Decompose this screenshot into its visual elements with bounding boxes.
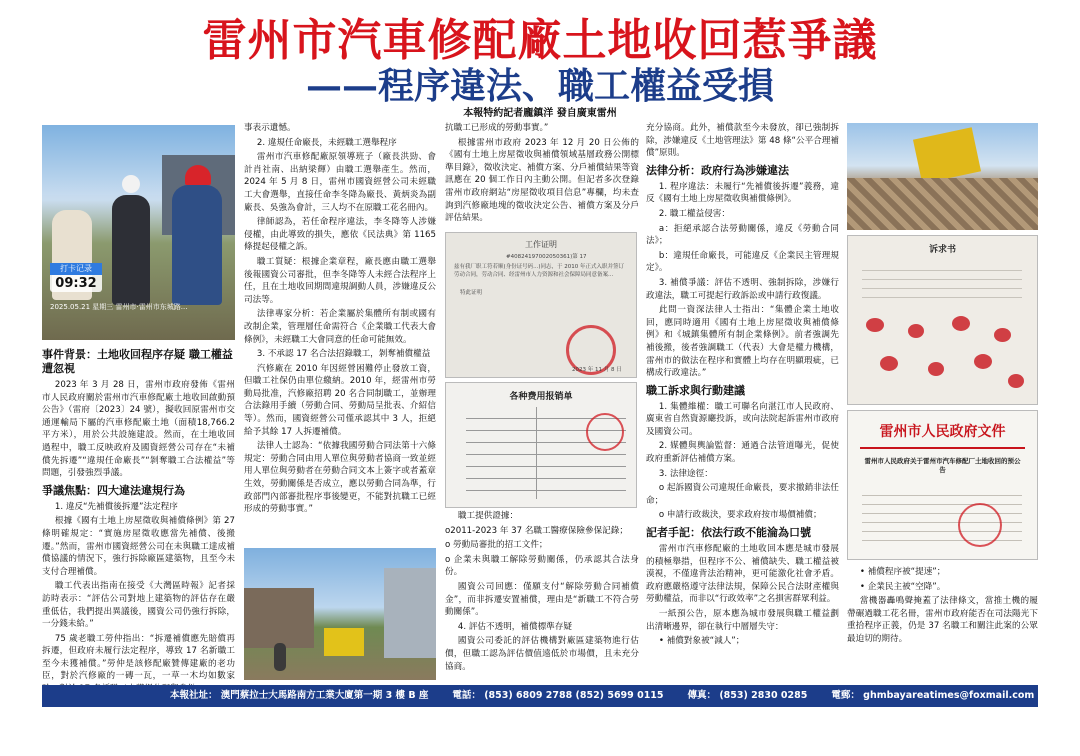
footer-email[interactable]: 電郵： ghmbayareatimes@foxmail.com xyxy=(831,690,1035,701)
paragraph: 職工提供證據： xyxy=(457,511,519,521)
document-work-certificate xyxy=(445,232,637,378)
column-4 xyxy=(646,122,839,682)
paragraph: o 申請行政裁決，要求政府按市場價補償； xyxy=(658,510,822,521)
list-item: o 企業未與職工解除勞動關係，仍承認其合法身份。 xyxy=(445,554,639,578)
paragraph: 法律專家分析：若企業屬於集體所有制或國有改制企業，管理層任命需符合《企業職工代表大會條例》，未經職工大會同意的任命可能無效。 xyxy=(244,309,436,345)
section-heading-legal-analysis: 法律分析：政府行為涉嫌違法 xyxy=(646,163,789,177)
paragraph: 1. 集體維權：職工可聯名向湛江市人民政府、廣東省自然資源廳投訴，或向法院起訴雷州市政府及國資公司。 xyxy=(646,401,839,437)
red-fingerprints xyxy=(858,310,1028,400)
photo-site-construction xyxy=(244,548,436,680)
section-heading-demands: 職工訴求與行動建議 xyxy=(646,383,745,397)
paragraph: 法律人士認為：“依據我國勞動合同法第十六條規定：勞動合同由用人單位與勞動者協商一致並經用人單位與勞動者在勞動合同文本上簽字或者蓋章生效，勞動關係是否成立，應以勞動合同為準，行政部門內部審批程序事後變更，不能對抗職工已經形成的勞動事實。” xyxy=(244,441,436,515)
paragraph: 2. 職工權益侵害： xyxy=(658,208,730,219)
red-seal-stamp xyxy=(586,413,624,451)
doc-date: 2023 年 11 月 8 日 xyxy=(572,367,622,373)
headline: 雷州市汽車修配廠土地收回惹爭議 xyxy=(202,15,878,66)
paragraph: 當機器轟鳴聲掩蓋了法律條文，當推土機的履帶碾過職工花名冊，雷州市政府能否在司法陽光下重拾程序正義，仍是 37 名職工和關注此案的公眾最迫切的期待。 xyxy=(847,596,1038,644)
paragraph: 2023 年 3 月 28 日，雷州市政府發佈《雷州市人民政府關於雷州市汽車修配廠土地收回啟動預公告》（雷府〔2023〕24 號），擬收回原雷州市交通運輸局下屬的汽車修配廠土地（面積18,766.2 平方米），用於公共設施建設。然而，在土地收回過程中，職工反映政府及國資經營公司存在“未補償先拆遷”“違規任命廠長”“剝奪職工合法權益”等問題，引發強烈爭議。 xyxy=(42,380,235,479)
paragraph: 根據雷州市政府 2023 年 12 月 20 日公佈的《國有土地上房屋徵收與補償領域基層政務公開標準目錄》，徵收決定、補償方案、分戶補償結果等資訊應在 20 個工作日內主動公開。但記者多次登錄雷州市政府網站“房屋徵收項目信息”專欄，均未查詢到汽修廠地塊的徵收決定公告、補償方案及分戶評估結果。 xyxy=(445,137,639,224)
paragraph: 根據《國有土地上房屋徵收與補償條例》第 27 條明確規定：“實施房屋徵收應當先補償、後搬遷。”然而，雷州市國資經營公司在未與職工達成補償協議的情況下，強行拆除廠區建築物，且至今未支付合理補償。 xyxy=(42,516,235,577)
footer-contact-bar xyxy=(42,685,1038,707)
paragraph: • 補償程序被“提速”； xyxy=(859,567,946,577)
column-2 xyxy=(244,122,436,547)
badge-label: 打卡记录 xyxy=(50,263,102,275)
photo-workers-site xyxy=(42,125,235,340)
column-1 xyxy=(42,344,235,680)
doc-number: #40824197002050361)第 17 xyxy=(506,254,587,260)
timestamp-badge xyxy=(50,263,102,292)
photo-caption: 2025.05.21 星期三 雷州市·雷州市东城路... xyxy=(50,303,188,311)
paragraph: 2. 違規任命廠長，未經職工選舉程序 xyxy=(256,137,397,148)
section-heading-reporter-notes: 記者手記：依法行政不能淪為口號 xyxy=(646,526,811,540)
paragraph: 75 歲老職工勞仲指出：“拆遷補償應先賠償再拆遷，但政府未履行法定程序，導致 17 名新職工至今未獲補償。”勞仲是該修配廠贊傳建廠的老功臣，對於汽修廠的一磚一瓦，一草一木均如數家 xyxy=(42,633,235,682)
section-heading-disputes: 爭議焦點：四大違法違規行為 xyxy=(42,483,185,497)
doc-footer: 特此证明 xyxy=(460,290,483,296)
paragraph: 國資公司委託的評估機構對廠區建築物進行估價，但職工認為評估價值遠低於市場價，且未充分協商。 xyxy=(445,636,639,672)
red-seal-stamp xyxy=(958,503,1002,547)
paragraph: 4. 評估不透明，補償標準存疑 xyxy=(457,621,572,632)
paragraph: 國資公司回應：僅願支付“解除勞動合同補償金”，而非拆遷安置補償，理由是“新職工不符合勞動關係”。 xyxy=(445,581,639,618)
doc-title: 工作证明 xyxy=(525,240,557,249)
footer-fax: 傳真： (853) 2830 0285 xyxy=(687,690,808,701)
paragraph: 此問一資深法律人士指出：“集體企業土地收回，應同時適用《國有土地上房屋徵收與補償條例》和《城鎮集體所有制企業條例》。前者強調先補後搬，後者強調職工（代表）大會是權力機構，雷州市的做法在程序和實體上均存在明顯瑕疵，已構成行政違法。” xyxy=(646,305,839,379)
paragraph: 3. 法律途徑： xyxy=(658,468,713,479)
paragraph: 1. 程序違法：未履行“先補償後拆遷”義務，違反《國有土地上房屋徵收與補償條例》。 xyxy=(646,181,839,205)
doc-body: 兹有我厂职工符若顺(身份证号码...)同志，于 2010 年正式入职并签订劳动合同，劳动合同、经雷州市人力资源和社会保障局同意备案... xyxy=(454,264,625,278)
document-petition xyxy=(847,235,1038,405)
paragraph: 3. 不承認 17 名合法招錄職工，剝奪補償權益 xyxy=(256,349,431,360)
paragraph: 抗職工已形成的勞動事實。” xyxy=(445,123,549,133)
paragraph: 雷州市汽車修配廠原領導班子（廠長洪勁、會計肖社南、出納梁輝）由職工選舉產生。然而，2024 年 5 月 8 日，雷州市國資經營公司未經職工大會選舉，直接任命李冬降為廠長、黃炳炎為副廠長、吳強為會計，三人均不在原職工花名冊內。 xyxy=(244,152,436,213)
paragraph: 充分協商。此外，補償款至今未發放，卻已強制拆除，涉嫌違反《土地管理法》第 48 條“公平合理補償”原則。 xyxy=(646,123,839,159)
paragraph: 1. 違反“先補償後拆遷”法定程序 xyxy=(54,501,178,512)
column-3 xyxy=(445,122,639,232)
footer-address: 本報社址： 澳門蔡拉士大馬路南方工業大廈第一期 3 樓 B 座 xyxy=(170,690,429,701)
paragraph: • 補償對象被“減人”； xyxy=(658,636,745,647)
document-government-file xyxy=(847,410,1038,560)
paragraph: o 起訴國資公司違規任命廠長，要求撤銷非法任命； xyxy=(646,483,839,506)
paragraph: 2. 媒體與輿論監督：通過合法管道曝光，促使政府重新評估補償方案。 xyxy=(646,441,839,465)
paragraph: 3. 補償爭議：評估不透明、強制拆除，涉嫌行政違法，職工可提起行政訴訟或申請行政復議。 xyxy=(646,277,839,301)
list-item: o2011-2023 年 37 名職工醫療保險參保記錄； xyxy=(445,525,628,536)
paragraph: 律師認為，若任命程序違法，李冬降等人涉嫌侵權，由此導致的損失，應依《民法典》第 1165 條提起侵權之訴。 xyxy=(244,217,436,253)
paragraph: 職工質疑：根據企業章程，廠長應由職工選舉後報國資公司審批，但李冬降等人未經合法程序上任，且在土地收回期間違規調動人員，涉嫌違反公司法等。 xyxy=(244,256,436,305)
column-3-lower xyxy=(445,510,639,682)
paragraph: 事表示遺憾。 xyxy=(244,123,296,133)
paragraph: b：違規任命廠長，可能違反《企業民主管理規定》。 xyxy=(646,250,839,274)
document-expense-form xyxy=(445,382,637,508)
paragraph: 雷州市汽車修配廠的土地收回本應是城市發展的積極舉措，但程序不公、補償缺失、職工權益被漠視，不僅違背法治精神，更可能激化社會矛盾。政府應嚴格遵守法律法規，保障公民合法財產權與勞動權益，而非以“行政效率”之名損害群眾利益。 xyxy=(646,544,839,605)
subheadline: ——程序違法、職工權益受損 xyxy=(305,65,774,107)
doc-title: 诉求书 xyxy=(928,245,956,255)
column-5 xyxy=(847,566,1038,682)
footer-telephone: 電話： (853) 6809 2788 (852) 5699 0115 xyxy=(452,690,664,701)
photo-demolition xyxy=(847,123,1038,230)
doc-title: 各种费用报销单 xyxy=(509,392,573,402)
byline: 本報特約記者龐鎮洋 發自廣東雷州 xyxy=(463,108,617,119)
list-item: o 勞動局審批的招工文件； xyxy=(445,540,548,551)
paragraph: • 企業民主被“空降”。 xyxy=(859,581,946,592)
doc-subtitle: 雷州市人民政府关于雷州市汽车修配厂土地收回的预公告 xyxy=(864,457,1021,474)
badge-time: 09:32 xyxy=(55,276,97,291)
paragraph: 汽修廠在 2010 年因經營困難停止發放工資，但職工社保仍由單位繳納。2010 年，經雷州市勞動局批准，汽修廠招聘 20 名合同制職工，並辦理合法錄用手續（勞動合同、勞動局呈批表、介紹信等）。然而，國資經營公司僅承認其中 3 人，拒絕給予其餘 17 人拆遷補償。 xyxy=(244,363,436,437)
paragraph: 職工代表出指南在接受《大灣區時報》記者採訪時表示：“評估公司對地上建築物的評估存在嚴重低估，我們提出異議後，國資公司仍強行拆除，一分錢未給。” xyxy=(42,581,235,630)
section-heading-background: 事件背景：土地收回程序存疑 職工權益遭忽視 xyxy=(42,348,233,375)
paragraph: a：拒絕承認合法勞動關係，違反《勞動合同法》； xyxy=(646,223,839,247)
paragraph: 一紙預公告，原本應為城市發展與職工權益劃出清晰邊界，卻在執行中層層失守： xyxy=(646,609,839,632)
doc-title: 雷州市人民政府文件 xyxy=(879,424,1006,440)
